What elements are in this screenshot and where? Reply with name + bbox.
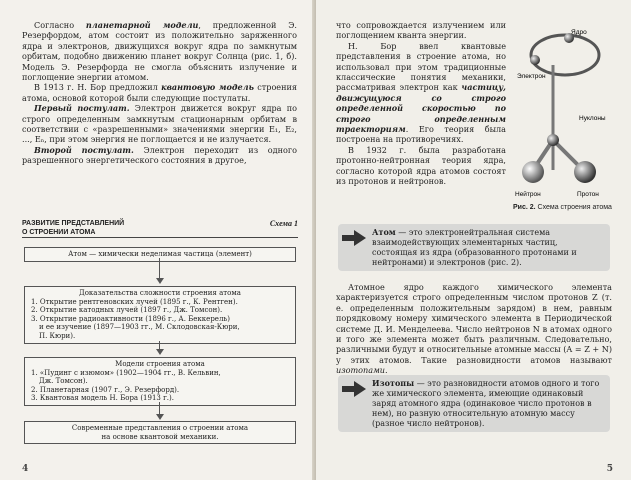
arrow-right-icon: [342, 381, 366, 397]
scheme-rule: [22, 237, 298, 238]
scheme-connector: [159, 258, 160, 280]
arrow-right-icon: [342, 230, 366, 246]
scheme-title-line2: О СТРОЕНИИ АТОМА: [22, 229, 96, 236]
scheme-box-modern: Современные представления о строении атома на основе квантовой механики.: [24, 421, 296, 444]
isotopes-paragraph-wrap: [336, 282, 612, 376]
figure-caption: Рис. 2. Схема строения атома: [513, 204, 612, 211]
paragraph-quantum: что сопровождается излучением или поглощением кванта энергии.: [336, 20, 506, 41]
proton-ball: [574, 161, 596, 183]
atom-diagram: [513, 20, 613, 200]
scheme-label: Схема 1: [269, 219, 298, 228]
definition-atom: Атом — это электронейтральная система взаимодействующих элементарных частиц, состоящая из ядра (образованного протонами и нейтронами) и электронов (рис. 2).: [338, 224, 610, 271]
atom-structure-figure: [513, 20, 613, 210]
paragraph-planetary-model: Согласно планетарной модели, предложенной Э. Резерфордом, атом состоит из положительно заряженного ядра и электронов, движущихся вокруг ядра по замкнутым орбитам, подобно движению планет вокруг Солнца (рис. 1, б). Модель Э. Резерфорда не смогла объяснить излучение и поглощение энергии атомом.: [22, 20, 297, 83]
paragraph-bohr-classical: Н. Бор ввел квантовые представления в строение атома, но использовал при этом традиционные классические понятия механики, рассматривая электрон как частицу, движущуюся со строго определенной скоростью по строго определенным траекториям. Его теория была построена на противоречиях.: [336, 40, 506, 145]
paragraph-first-postulate: Первый постулат. Электрон движется вокруг ядра по строго определенным замкнутым стационарным орбитам в соответствии с «разрешенными» значениями энергии E₁, E₂, ..., Eₙ, при этом энергия не поглощается и не излучается.: [22, 103, 297, 145]
paragraph-isotopes: Атомное ядро каждого химического элемента характеризуется строго определенным числом протонов Z (т. е. определенным положительным зарядом) в нем, равным порядковому номеру химического элемента в Периодической системе Д. И. Менделеева. Число нейтронов N в атомах одного и того же элемента может быть различным. Следовательно, различными будут и относительные атомные массы (A = Z + N) у этих атомов. Такие разновидности атомов называют изотопами.: [336, 282, 612, 376]
label-nucleus: Ядро: [571, 29, 587, 36]
electron-ball: [530, 55, 540, 65]
page-number-left: 4: [22, 464, 29, 474]
scheme-box-evidence: Доказательства сложности строения атома 1. Открытие рентгеновских лучей (1895 г., К. Рентген). 2. Открытие катодных лучей (1897 г., Дж. Томсон). 3. Открытие радиоактивности (1896 г., А. Беккерель) и ее изучение (1897—1903 гг., М. Склодовская-Кюри, П. Кюри).: [24, 286, 296, 344]
nucleons-junction: [547, 134, 559, 146]
label-nucleons: Нуклоны: [579, 115, 606, 122]
scheme-box-models: Модели строения атома 1. «Пудинг с изюмом» (1902—1904 гг., В. Кельвин, Дж. Томсон). 2. Планетарная (1907 г., Э. Резерфорд). 3. Квантовая модель Н. Бора (1913 г.).: [24, 357, 296, 406]
neutron-ball: [522, 161, 544, 183]
scheme-box-indivisible-atom: Атом — химически неделимая частица (элемент): [24, 247, 296, 262]
scheme-arrow-icon: [156, 278, 164, 284]
page-number-right: 5: [606, 464, 613, 474]
definition-isotopes: Изотопы — это разновидности атомов одного и того же химического элемента, имеющие одинаковый заряд атомного ядра (одинаковое число протонов в нем), но разную относительную атомную массу (разное число нейтронов).: [338, 375, 610, 432]
paragraph-second-postulate: Второй постулат. Электрон переходит из одного разрешенного энергетического состояния в другое,: [22, 144, 297, 166]
scheme-heading: [22, 219, 298, 237]
label-proton: Протон: [577, 191, 599, 198]
label-electron: Электрон: [517, 73, 546, 80]
scheme-title-line1: РАЗВИТИЕ ПРЕДСТАВЛЕНИЙ: [22, 220, 125, 227]
label-neutron: Нейтрон: [515, 191, 541, 198]
paragraph-proton-neutron: В 1932 г. была разработана протонно-нейтронная теория ядра, согласно которой ядра атомов состоят из протонов и нейтронов.: [336, 144, 506, 187]
scheme-arrow-icon: [156, 414, 164, 420]
scheme-arrow-icon: [156, 349, 164, 355]
paragraph-bohr-model: В 1913 г. Н. Бор предложил квантовую модель строения атома, основой которой были следующие постулаты.: [22, 82, 297, 103]
